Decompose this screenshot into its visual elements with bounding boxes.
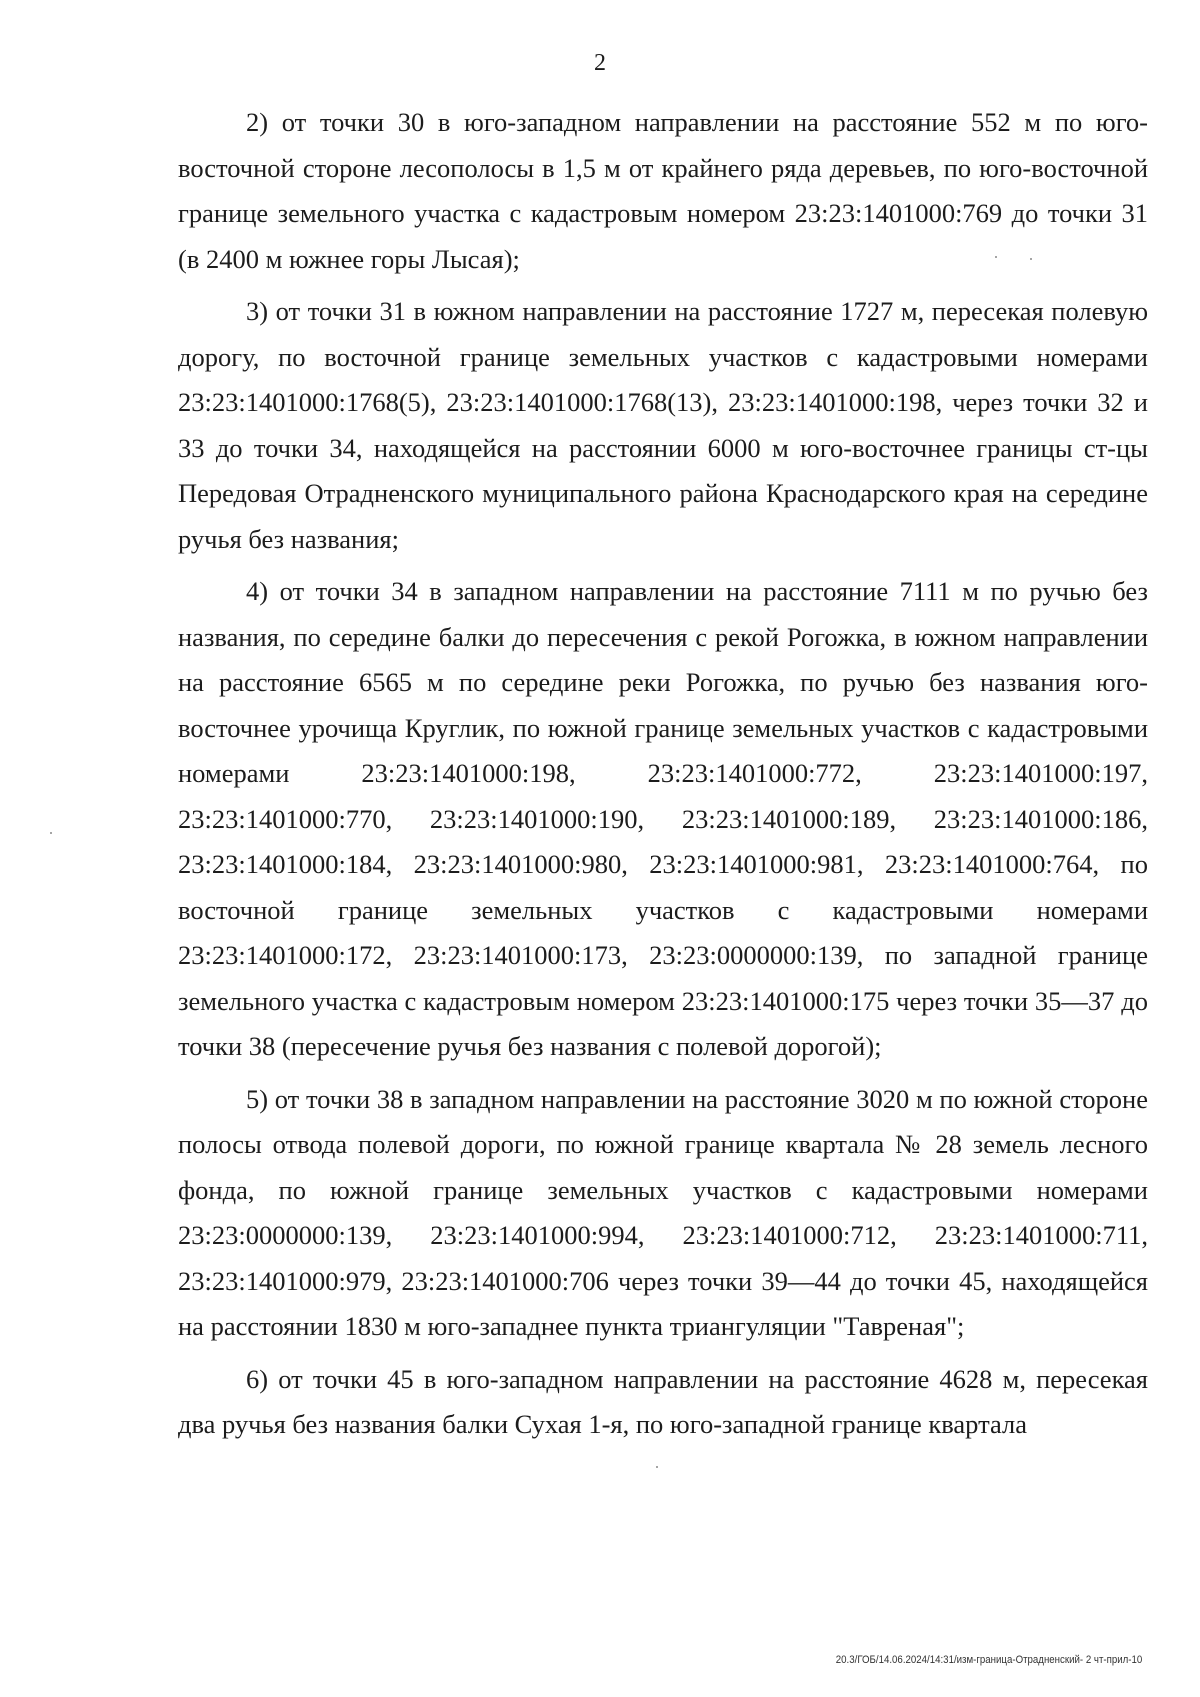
paragraph-item-3: 3) от точки 31 в южном направлении на расстояние 1727 м, пересекая полевую дорогу, по восточной границе земельных участков с кадастровыми номерами 23:23:1401000:1768(5), 23:23:1401000:1768(13), 23:23:1401000:198, через точки 32 и 33 до точки 34, находящейся на расстоянии 6000 м юго-восточнее границы ст-цы Передовая Отрадненского муниципального района Краснодарского края на середине ручья без названия; — [178, 296, 1148, 554]
scan-speck — [50, 832, 52, 834]
document-footer: 20.3/ГОБ/14.06.2024/14:31/изм-граница-Отрадненский- 2 чт-прил-10 — [835, 1654, 1142, 1666]
scan-speck — [1030, 258, 1032, 260]
document-body — [178, 100, 1148, 1455]
paragraph-item-6: 6) от точки 45 в юго-западном направлении на расстояние 4628 м, пересекая два ручья без названия балки Сухая 1-я, по юго-западной границе квартала — [178, 1363, 1148, 1439]
paragraph-item-4: 4) от точки 34 в западном направлении на расстояние 7111 м по ручью без названия, по середине балки до пересечения с рекой Рогожка, в южном направлении на расстояние 6565 м по середине реки Рогожка, по ручью без названия юго-восточнее урочища Круглик, по южной границе земельных участков с кадастровыми номерами 23:23:1401000:198, 23:23:1401000:772, 23:23:1401000:197, 23:23:1401000:770, 23:23:1401000:190, 23:23:1401000:189, 23:23:1401000:186, 23:23:1401000:184, 23:23:1401000:980, 23:23:1401000:981, 23:23:1401000:764, по восточной границе земельных участков с кадастровыми номерами 23:23:1401000:172, 23:23:1401000:173, 23:23:0000000:139, по западной границе земельного участка с кадастровым номером 23:23:1401000:175 через точки 35—37 до точки 38 (пересечение ручья без названия с полевой дорогой); — [178, 576, 1148, 1061]
page-number: 2 — [594, 50, 606, 76]
scan-speck — [995, 256, 997, 258]
paragraph-item-5: 5) от точки 38 в западном направлении на расстояние 3020 м по южной стороне полосы отвода полевой дороги, по южной границе квартала № 28 земель лесного фонда, по южной границе земельных участков с кадастровыми номерами 23:23:0000000:139, 23:23:1401000:994, 23:23:1401000:712, 23:23:1401000:711, 23:23:1401000:979, 23:23:1401000:706 через точки 39—44 до точки 45, находящейся на расстоянии 1830 м юго-западнее пункта триангуляции "Тавреная"; — [178, 1083, 1148, 1341]
paragraph-item-2: 2) от точки 30 в юго-западном направлении на расстояние 552 м по юго-восточной стороне лесополосы в 1,5 м от крайнего ряда деревьев, по юго-восточной границе земельного участка с кадастровым номером 23:23:1401000:769 до точки 31 (в 2400 м южнее горы Лысая); — [178, 107, 1148, 274]
scan-speck — [656, 1466, 658, 1468]
